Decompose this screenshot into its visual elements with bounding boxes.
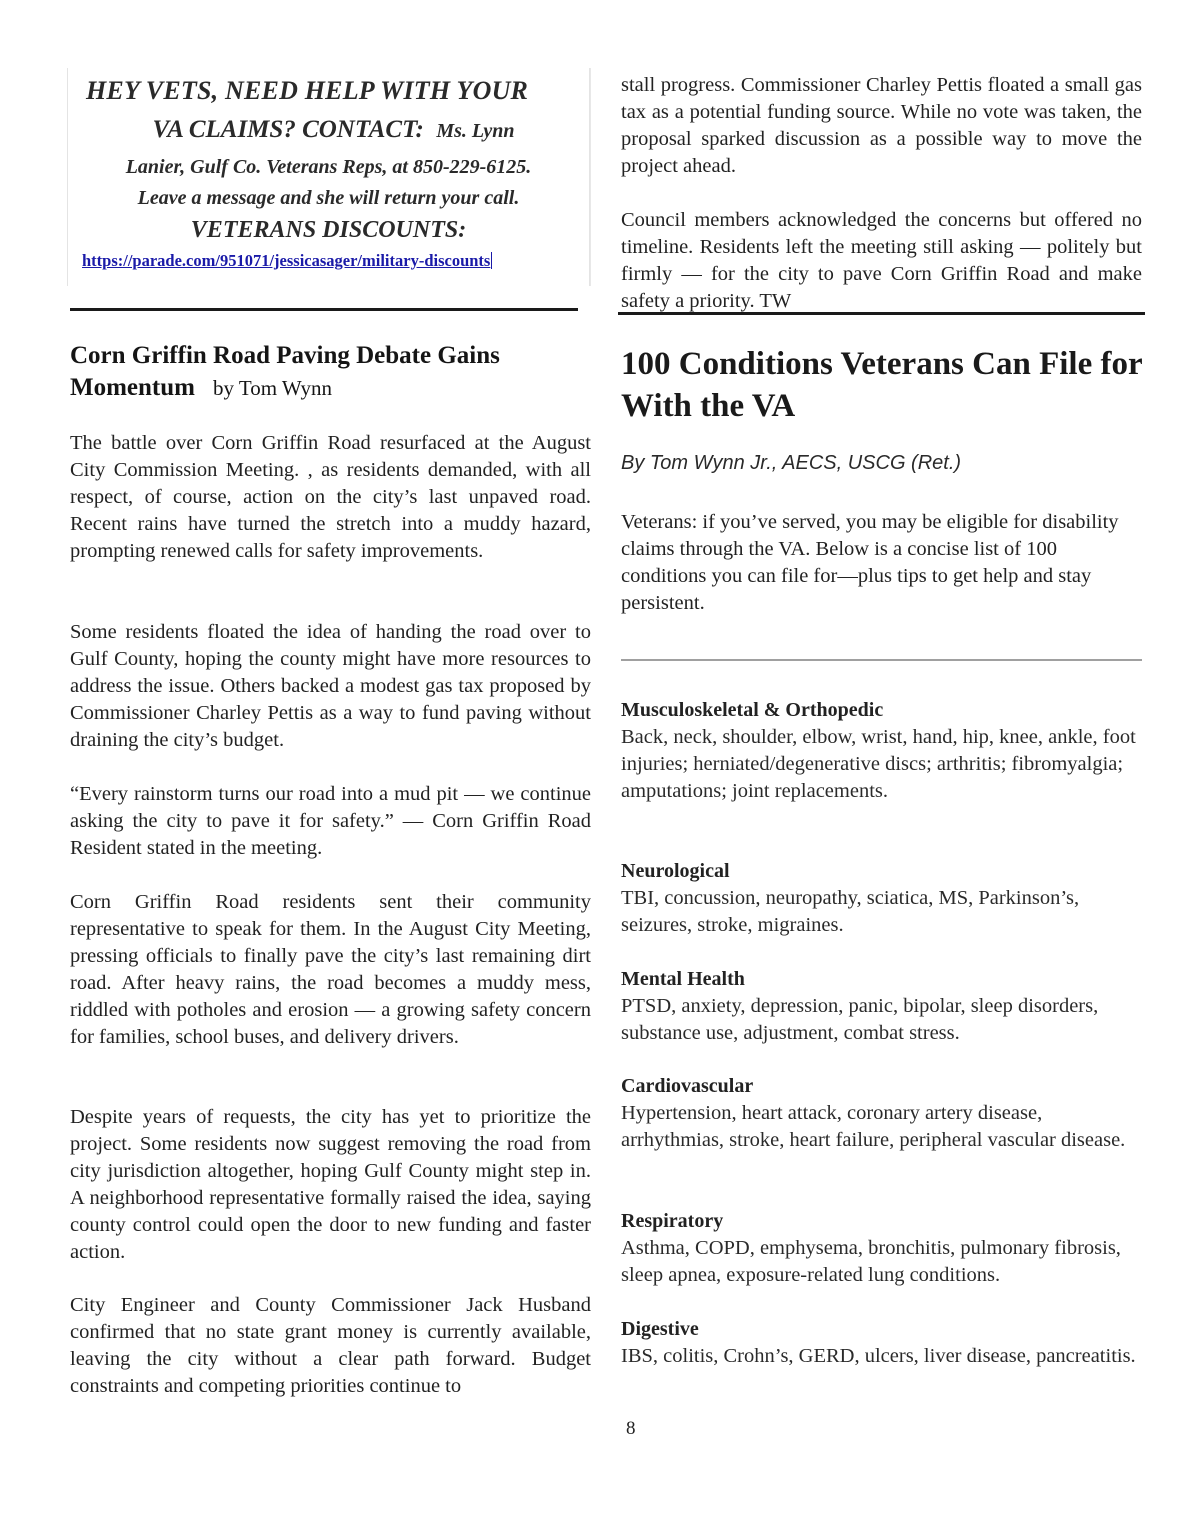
article-paragraph: City Engineer and County Commissioner Jack Husband confirmed that no state grant money is currently available, leaving the city without a clear path forward. Budget constraints and competing priorities continue to [70, 1294, 591, 1397]
article-author: By Tom Wynn Jr., AECS, USCG (Ret.) [621, 452, 962, 474]
notice-discounts-heading: VETERANS DISCOUNTS: [190, 217, 467, 243]
category-title: Musculoskeletal & Orthopedic [621, 699, 884, 721]
article-continuation-paragraph: stall progress. Commissioner Charley Pettis floated a small gas tax as a potential funding source. While no vote was taken, the proposal sparked discussion as a possible way to move the project ahead. [621, 74, 1142, 177]
notice-contact-label: VA CLAIMS? CONTACT: [152, 116, 424, 143]
category-body: TBI, concussion, neuropathy, sciatica, MS, Parkinson’s, seizures, stroke, migraines. [621, 887, 1080, 936]
notice-contact-name: Ms. Lynn [436, 120, 515, 142]
article-paragraph: The battle over Corn Griffin Road resurfaced at the August City Commission Meeting. , as residents demanded, with all respect, of course, action on the city’s last unpaved road. Recent rains have turned the stretch into a muddy hazard, prompting renewed calls for safety improvements. [70, 432, 591, 562]
category-body: Back, neck, shoulder, elbow, wrist, hand, hip, knee, ankle, foot injuries; herniated/degenerative discs; arthritis; fibromyalgia; amputations; joint replacements. [621, 726, 1136, 802]
article-headline-va-conditions: 100 Conditions Veterans Can File for With the VA [621, 346, 1143, 424]
notice-line-1: HEY VETS, NEED HELP WITH YOUR [86, 76, 529, 105]
condition-category-neurological [621, 858, 1142, 939]
notice-line-4: Leave a message and she will return your call. [137, 187, 520, 209]
category-title: Mental Health [621, 968, 745, 990]
article-continuation-paragraph: Council members acknowledged the concerns but offered no timeline. Residents left the meeting still asking — politely but firmly — for the city to pave Corn Griffin Road and make safety a priority. TW [621, 209, 1142, 312]
article-byline: by Tom Wynn [212, 376, 332, 400]
horizontal-rule [621, 659, 1142, 661]
condition-category-musculoskeletal [621, 697, 1142, 805]
category-body: PTSD, anxiety, depression, panic, bipolar, sleep disorders, substance use, adjustment, combat stress. [621, 995, 1099, 1044]
article-paragraph: Corn Griffin Road residents sent their community representative to speak for them. In the August City Meeting, pressing officials to finally pave the city’s last remaining dirt road. After heavy rains, the road becomes a muddy mess, riddled with potholes and erosion — a growing safety concern for families, school buses, and delivery drivers. [70, 891, 591, 1048]
column-divider [590, 68, 591, 286]
category-title: Digestive [621, 1318, 699, 1340]
headline-text: Corn Griffin Road Paving Debate Gains Momentum [70, 342, 500, 401]
category-title: Cardiovascular [621, 1075, 754, 1097]
military-discounts-link[interactable] [82, 251, 492, 271]
condition-category-digestive [621, 1316, 1142, 1370]
article-intro: Veterans: if you’ve served, you may be eligible for disability claims through the VA. Below is a concise list of 100 conditions you can file for—plus tips to get help and stay persistent. [621, 511, 1119, 614]
notice-line-2 [68, 116, 589, 144]
category-body: Hypertension, heart attack, coronary artery disease, arrhythmias, stroke, heart failure, peripheral vascular disease. [621, 1102, 1126, 1151]
condition-category-cardiovascular [621, 1073, 1142, 1154]
article-paragraph: Some residents floated the idea of handing the road over to Gulf County, hoping the county might have more resources to address the issue. Others backed a modest gas tax proposed by Commissioner Charley Pettis as a way to fund paving without draining the city’s budget. [70, 621, 591, 751]
text-cursor [491, 252, 492, 269]
article-headline-corn-griffin [70, 340, 600, 404]
condition-category-respiratory [621, 1208, 1142, 1289]
section-divider-right [618, 312, 1145, 315]
section-divider-left [70, 308, 578, 311]
category-body: Asthma, COPD, emphysema, bronchitis, pulmonary fibrosis, sleep apnea, exposure-related lung conditions. [621, 1237, 1121, 1286]
category-title: Respiratory [621, 1210, 724, 1232]
article-quote: “Every rainstorm turns our road into a mud pit — we continue asking the city to pave it for safety.” — Corn Griffin Road Resident stated in the meeting. [70, 783, 591, 859]
page-number: 8 [626, 1418, 636, 1439]
article-paragraph: Despite years of requests, the city has yet to prioritize the project. Some residents now suggest removing the road from city jurisdiction altogether, hoping Gulf County might step in. A neighborhood representative formally raised the idea, saying county control could open the door to new funding and faster action. [70, 1106, 591, 1263]
condition-category-mental-health [621, 966, 1142, 1047]
veterans-notice-box [67, 68, 590, 286]
military-discounts-link-text[interactable]: https://parade.com/951071/jessicasager/military-discounts [82, 251, 491, 270]
category-body: IBS, colitis, Crohn’s, GERD, ulcers, liver disease, pancreatitis. [621, 1345, 1136, 1367]
category-title: Neurological [621, 860, 730, 882]
notice-line-3: Lanier, Gulf Co. Veterans Reps, at 850-229-6125. [125, 156, 532, 178]
